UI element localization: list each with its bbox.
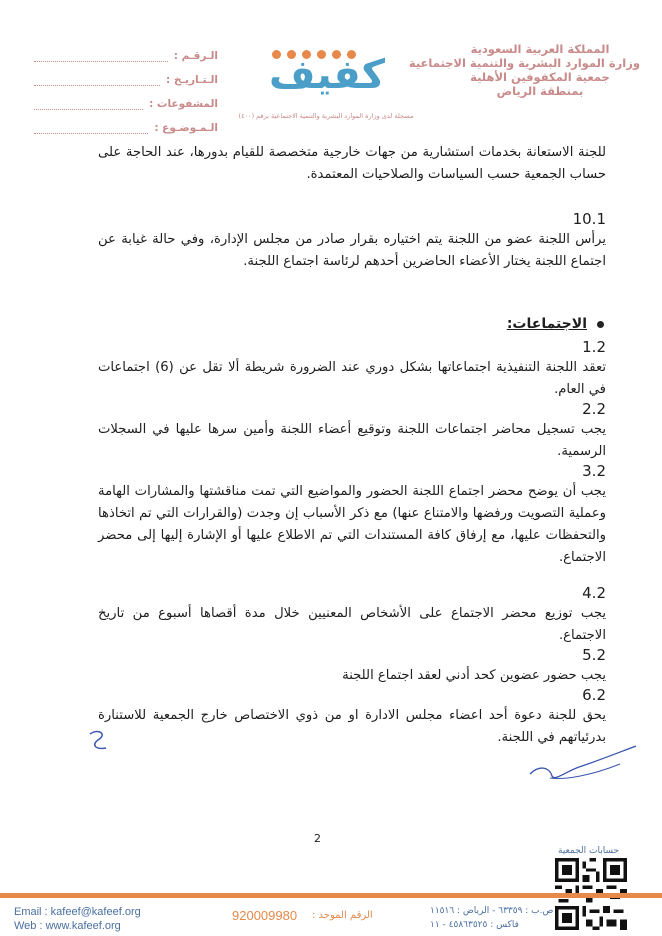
item-5-2: [98, 646, 606, 687]
footer-po-box: ص.ب : ٦٣٣٥٩ - الرياض : ١١٥١٦: [430, 906, 554, 916]
field-subject: الـمـوضـوع :: [28, 116, 218, 140]
org-line-4: بمنطقة الرياض: [496, 84, 584, 98]
section-heading: الاجتماعات:: [507, 316, 604, 332]
item-text: يجب توزيع محضر الاجتماع على الأشخاص المعنيين خلال مدة أقصاها أسبوع من تاريخ الاجتماع.: [98, 606, 606, 643]
organization-header: [408, 42, 640, 98]
item-number: 10.1: [572, 210, 606, 228]
item-number: 5.2: [582, 646, 606, 664]
intro-paragraph: للجنة الاستعانة بخدمات استشارية من جهات خارجية متخصصة للقيام بدورها، عند الحاجة على حساب الجمعية حسب السياسات والصلاحيات المعتمدة.: [98, 145, 606, 182]
footer-website[interactable]: Web : www.kafeef.org: [14, 920, 121, 932]
item-3-2: [98, 462, 606, 569]
footer-email[interactable]: Email : kafeef@kafeef.org: [14, 906, 141, 918]
handwritten-initial: [84, 726, 114, 756]
item-text: يجب تسجيل محاضر اجتماعات اللجنة وتوقيع أعضاء اللجنة وأمين سرها عليها في السجلات الرسمية.: [98, 422, 606, 459]
item-10-1: [98, 210, 606, 273]
bullet-icon: [597, 321, 604, 328]
item-2-2: [98, 400, 606, 463]
item-text: يجب أن يوضح محضر اجتماع اللجنة الحضور والمواضيع التي تمت مناقشتها والمشارات الهامة وعملية التصويت ورفضها والامتناع عنها) مع ذكر الأسباب إن وجدت (والقرارات التي تم اتخاذها والتحفظات عليها، مع إرفاق كافة المستندات التي تم الاطلاع عليها أو الإشارة إليها إلى محضر الاجتماع.: [98, 484, 606, 565]
item-number: 2.2: [582, 400, 606, 418]
org-line-2: وزارة الموارد البشرية والتنمية الاجتماعية: [408, 56, 640, 70]
item-text: يحق للجنة دعوة أحد اعضاء مجلس الادارة او من ذوي الاختصاص خارج الجمعية للاستنارة بدرئياتهم في اللجنة.: [98, 708, 606, 745]
signature: [520, 740, 640, 790]
item-1-2: [98, 338, 606, 401]
item-number: 1.2: [582, 338, 606, 356]
field-date: الـتـاريـخ :: [28, 68, 218, 92]
footer-phone: 920009980: [232, 908, 298, 923]
item-4-2: [98, 584, 606, 647]
item-text: يرأس اللجنة عضو من اللجنة يتم اختياره بقرار صادر من مجلس الإدارة، وفي حالة غيابة عن اجتماع اللجنة يختار الأعضاء الحاضرين أحدهم لرئاسة اجتماع اللجنة.: [98, 232, 606, 269]
item-text: يجب حضور عضوين كحد أدني لعقد اجتماع اللجنة: [342, 668, 606, 683]
footer-accent-bar: [0, 893, 662, 898]
org-line-1: المملكة العربية السعودية: [470, 42, 610, 56]
page-number: 2: [314, 832, 321, 845]
footer-fax: فاكس : ٤٥٨٦٣٥٢٥ - ١١: [430, 920, 519, 930]
registration-note: مسجلة لدى وزارة الموارد البشرية والتنمية الاجتماعية برقم (٤٠٠): [238, 112, 414, 120]
footer-unified-number-label: الرقم الموحد :: [312, 910, 373, 921]
qr-label: حسابات الجمعية: [558, 846, 620, 856]
logo: كفيف: [268, 52, 385, 98]
org-line-3: جمعية المكفوفين الأهلية: [470, 70, 610, 84]
field-number: الـرقـم :: [28, 44, 218, 68]
item-number: 4.2: [582, 584, 606, 602]
item-text: تعقد اللجنة التنفيذية اجتماعاتها بشكل دوري عند الضرورة شريطة ألا تقل عن (6) اجتماعات في العام.: [98, 360, 606, 397]
item-number: 3.2: [582, 462, 606, 480]
field-attachments: المشفوعات :: [28, 92, 218, 116]
reference-fields: [28, 44, 218, 140]
item-number: 6.2: [582, 686, 606, 704]
